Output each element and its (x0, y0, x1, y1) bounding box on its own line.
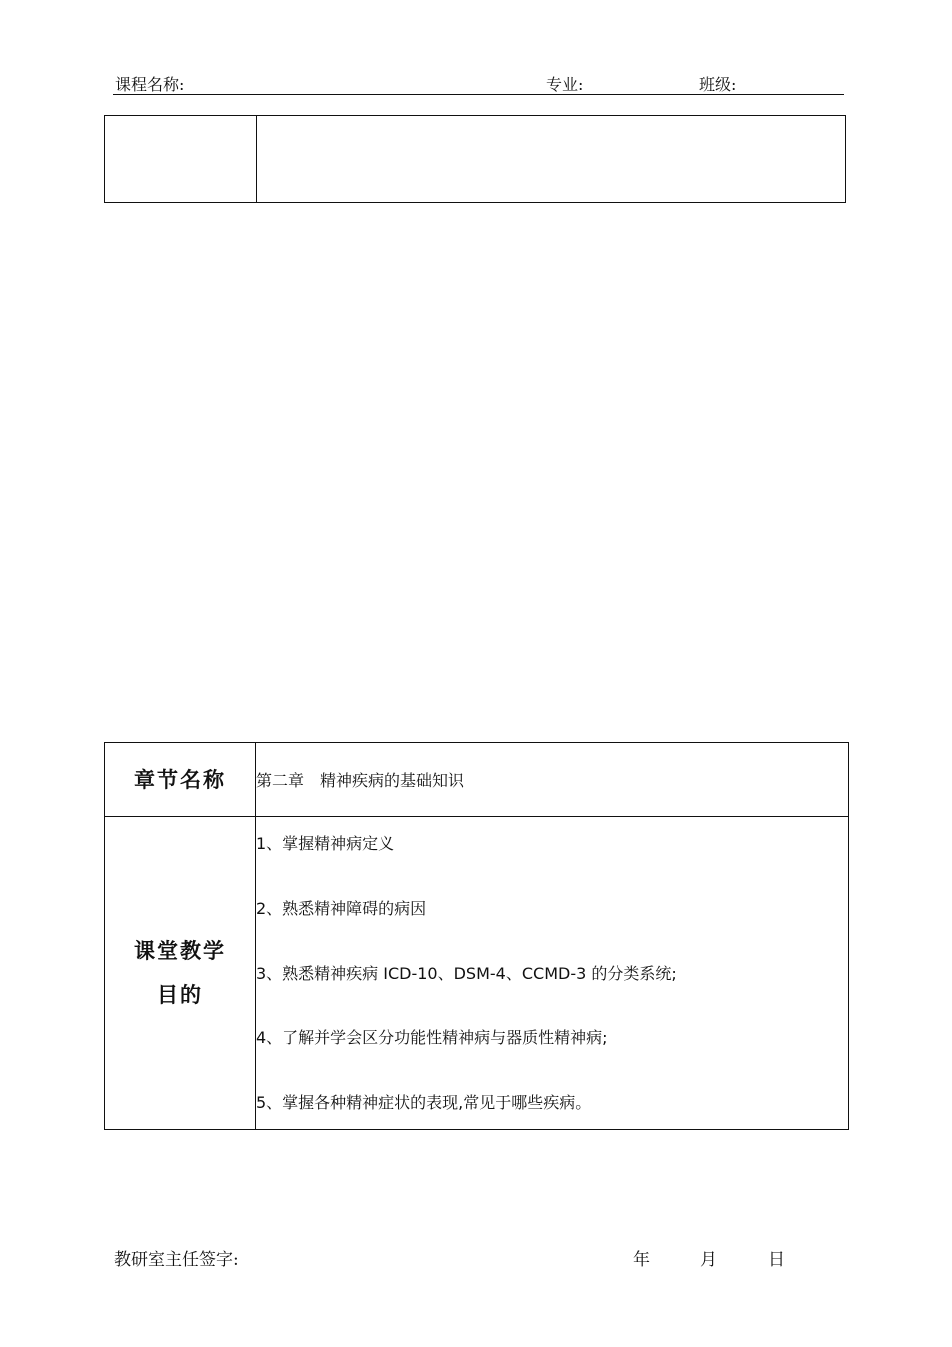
lesson-info-table (104, 742, 849, 1130)
objectives-label (105, 817, 256, 1130)
page-header (113, 70, 844, 95)
list-item: 5、掌握各种精神症状的表现,常见于哪些疾病。 (256, 1093, 592, 1112)
list-item: 4、了解并学会区分功能性精神病与器质性精神病; (256, 1028, 608, 1048)
course-name-label: 课程名称: (115, 75, 185, 94)
list-item: 3、熟悉精神疾病 ICD-10、DSM-4、CCMD-3 的分类系统; (256, 963, 677, 983)
day-label: 日 (768, 1250, 785, 1270)
list-item: 2、熟悉精神障碍的病因 (256, 898, 427, 918)
class-label: 班级: (699, 75, 737, 94)
chapter-name-label: 章节名称 (105, 743, 256, 817)
director-signature-label: 教研室主任签字: (114, 1250, 239, 1270)
objectives-label-line1: 课堂教学 (134, 939, 226, 963)
year-label: 年 (633, 1250, 650, 1270)
month-label: 月 (700, 1250, 717, 1270)
table-column-divider (256, 116, 257, 202)
objectives-label-line2: 目的 (157, 983, 203, 1007)
table-row (105, 743, 849, 817)
list-item: 1、掌握精神病定义 (256, 834, 395, 853)
objectives-list (256, 817, 849, 1130)
empty-top-table (104, 115, 846, 203)
table-row (105, 817, 849, 1130)
chapter-name-value: 第二章 精神疾病的基础知识 (256, 743, 849, 817)
major-label: 专业: (546, 75, 584, 94)
